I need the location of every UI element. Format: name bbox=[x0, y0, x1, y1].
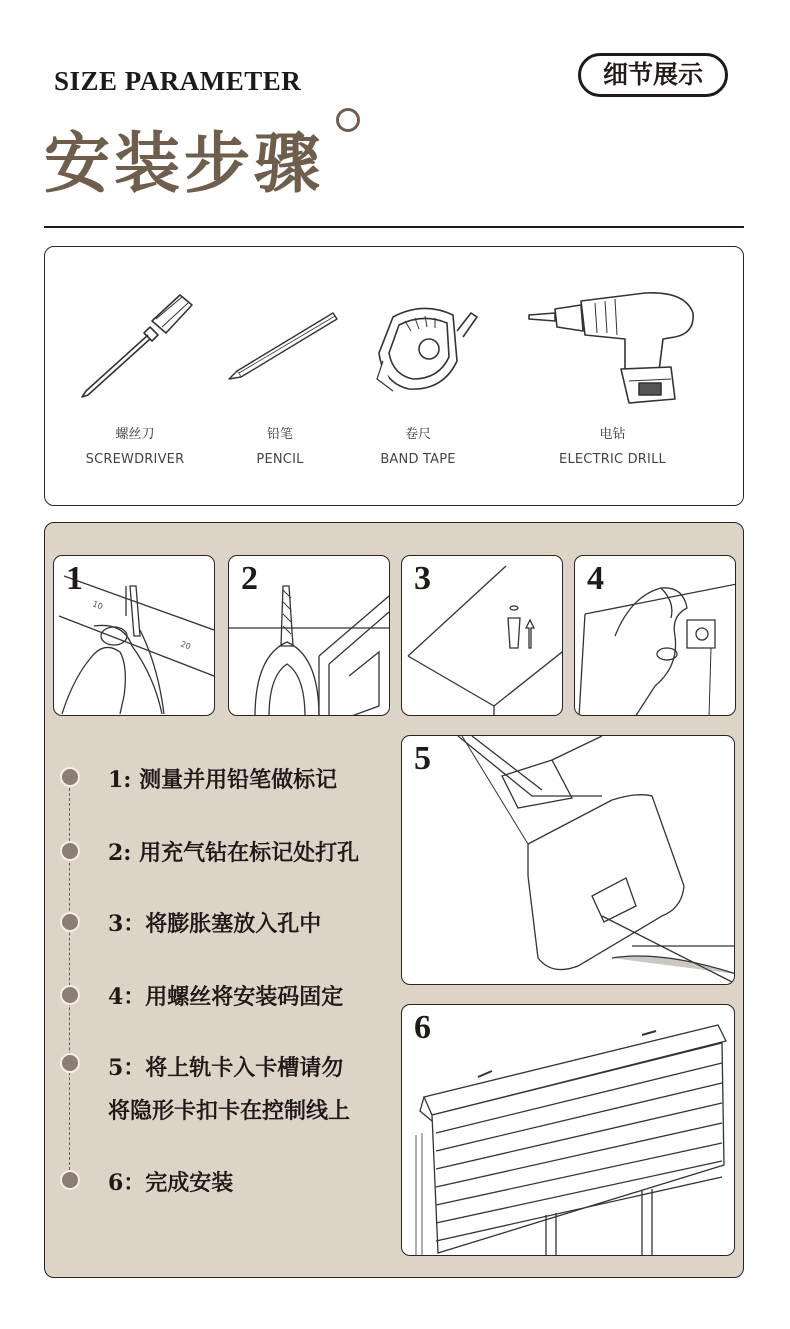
header-divider bbox=[44, 226, 744, 228]
tool-en-label: ELECTRIC DRILL bbox=[559, 452, 666, 467]
timeline-dot bbox=[60, 912, 80, 932]
ruler-mark-label: 20 bbox=[179, 639, 192, 652]
timeline-dot bbox=[60, 767, 80, 787]
tool-cn-label: 铅笔 bbox=[266, 427, 293, 442]
step-number: 3 bbox=[414, 560, 431, 597]
tool-en-label: BAND TAPE bbox=[380, 452, 456, 467]
timeline-dot bbox=[60, 841, 80, 861]
step-number: 2 bbox=[241, 560, 258, 597]
step-1-image bbox=[53, 555, 215, 716]
tool-screwdriver bbox=[65, 291, 205, 467]
detail-badge: 细节展示 bbox=[578, 53, 728, 97]
step-5-instruction: 5：将上轨卡入卡槽请勿 bbox=[108, 1055, 344, 1081]
electric-drill-icon bbox=[525, 291, 705, 411]
step-5-instruction-line-2: 将隐形卡扣卡在控制线上 bbox=[108, 1098, 351, 1124]
timeline-dot bbox=[60, 985, 80, 1005]
clip-rail-illustration bbox=[402, 736, 735, 985]
step-number: 4 bbox=[587, 560, 604, 597]
timeline-dashed-line bbox=[69, 778, 70, 1180]
installed-blind-illustration bbox=[402, 1005, 735, 1256]
step-1-instruction: 1: 测量并用铅笔做标记 bbox=[108, 767, 338, 793]
tool-band-tape bbox=[348, 291, 488, 467]
pencil-icon bbox=[215, 291, 345, 411]
step-2-image bbox=[228, 555, 390, 716]
tool-en-label: PENCIL bbox=[256, 452, 304, 467]
timeline-dot bbox=[60, 1053, 80, 1073]
step-4-instruction: 4：用螺丝将安装码固定 bbox=[108, 984, 344, 1010]
step-5-image bbox=[401, 735, 735, 985]
timeline-dot bbox=[60, 1170, 80, 1190]
step-2-instruction: 2: 用充气钻在标记处打孔 bbox=[108, 840, 360, 866]
step-number: 1 bbox=[66, 560, 83, 597]
circle-decoration-icon bbox=[336, 108, 360, 132]
step-number: 6 bbox=[414, 1009, 431, 1046]
step-3-image bbox=[401, 555, 563, 716]
tool-en-label: SCREWDRIVER bbox=[85, 452, 185, 467]
step-6-image bbox=[401, 1004, 735, 1256]
tool-cn-label: 电钻 bbox=[599, 427, 626, 442]
page-subtitle: SIZE PARAMETER bbox=[54, 66, 302, 96]
ruler-mark-label: 10 bbox=[91, 599, 104, 612]
step-number: 5 bbox=[414, 740, 431, 777]
step-6-instruction: 6：完成安装 bbox=[108, 1170, 234, 1196]
band-tape-icon bbox=[353, 291, 483, 411]
page-title: 安装步骤 bbox=[44, 125, 324, 202]
tool-cn-label: 螺丝刀 bbox=[115, 427, 155, 442]
tool-cn-label: 卷尺 bbox=[404, 427, 431, 442]
step-4-image bbox=[574, 555, 736, 716]
tools-panel bbox=[44, 246, 744, 506]
screwdriver-icon bbox=[70, 291, 200, 411]
tool-pencil bbox=[210, 291, 350, 467]
step-3-instruction: 3：将膨胀塞放入孔中 bbox=[108, 911, 322, 937]
tool-electric-drill bbox=[525, 291, 700, 467]
